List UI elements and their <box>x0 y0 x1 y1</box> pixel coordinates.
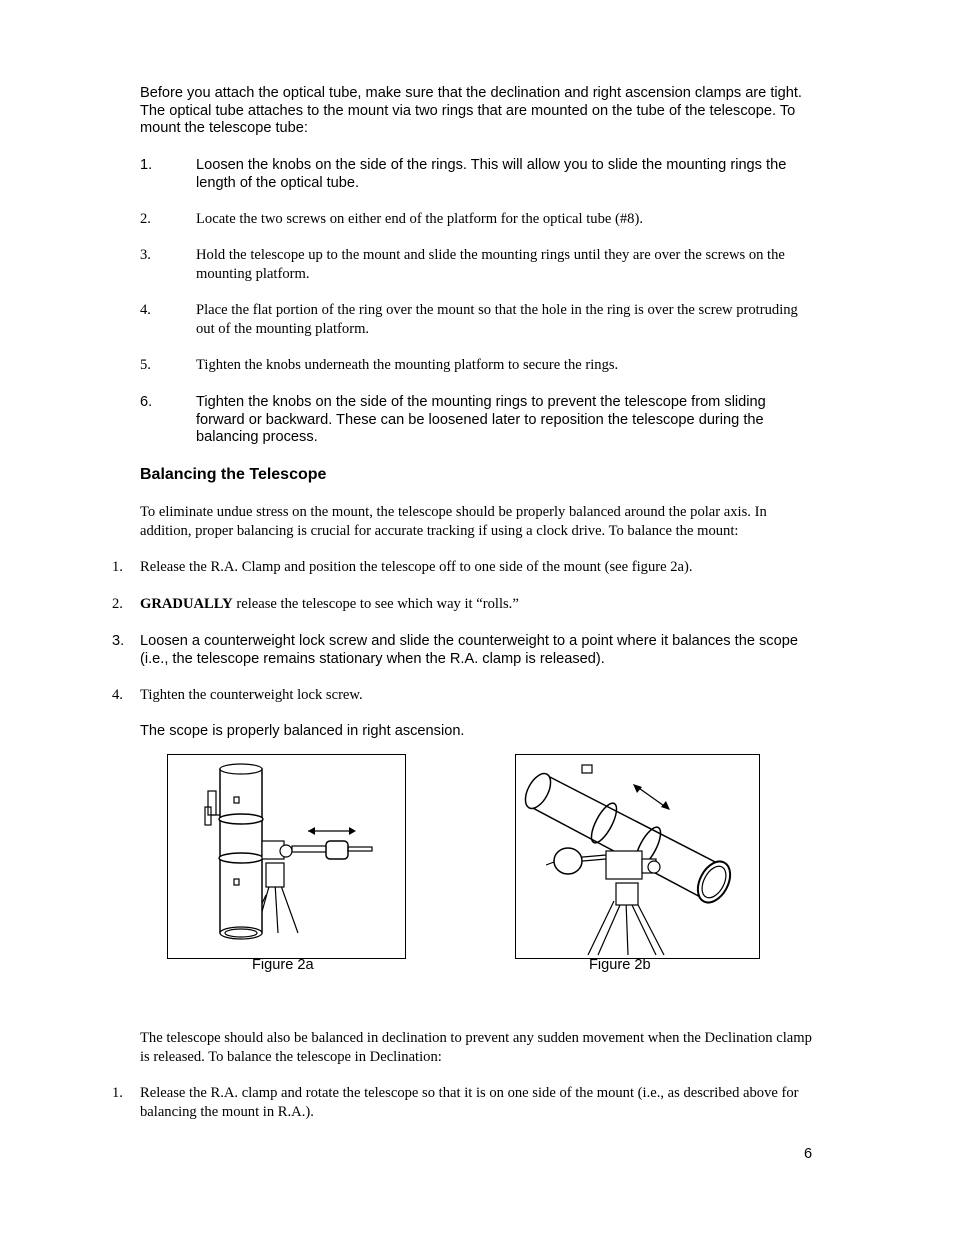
figure-2b <box>515 754 760 959</box>
page-number: 6 <box>804 1146 813 1162</box>
figure-2a-caption: Figure 2a <box>252 957 314 973</box>
mount-step-6-number: 6. <box>140 394 153 410</box>
balance-step-2-text <box>140 595 820 614</box>
balance-step-1-text: Release the R.A. Clamp and position the telescope off to one side of the mount (see figure 2a). <box>140 559 693 575</box>
declination-intro-paragraph: The telescope should also be balanced in declination to prevent any sudden movement when the Declination clamp is released. To balance the telescope in Declination: <box>140 1030 812 1065</box>
mount-step-6-text: Tighten the knobs on the side of the mounting rings to prevent the telescope from sliding forward or backward. These can be loosened later to reposition the telescope during the balancing process. <box>196 394 766 445</box>
mount-step-5-number: 5. <box>140 357 151 373</box>
mount-step-1-number: 1. <box>140 157 153 173</box>
section-heading: Balancing the Telescope <box>140 466 327 483</box>
mount-step-2-number: 2. <box>140 211 151 227</box>
mount-step-4-text: Place the flat portion of the ring over the mount so that the hole in the ring is over the screw protruding out of the mounting platform. <box>196 302 798 337</box>
balance-step-2-number: 2. <box>112 596 123 612</box>
balance-step-3-text: Loosen a counterweight lock screw and slide the counterweight to a point where it balances the scope (i.e., the telescope remains stationary when the R.A. clamp is released). <box>140 633 798 667</box>
mount-step-2-text: Locate the two screws on either end of the platform for the optical tube (#8). <box>196 211 643 227</box>
telescope-angled-view-illustration <box>516 755 759 958</box>
balance-step-2-rest: release the telescope to see which way it “rolls.” <box>232 596 519 612</box>
figure-2b-caption: Figure 2b <box>589 957 651 973</box>
mount-step-3-number: 3. <box>140 247 151 263</box>
mount-step-3-text: Hold the telescope up to the mount and slide the mounting rings until they are over the screws on the mounting platform. <box>196 247 785 282</box>
balance-step-4-number: 4. <box>112 687 123 703</box>
balance-intro-paragraph: To eliminate undue stress on the mount, the telescope should be properly balanced around the polar axis. In addition, proper balancing is crucial for accurate tracking if using a clock drive. To balance the mount: <box>140 504 767 539</box>
mount-step-4-number: 4. <box>140 302 151 318</box>
figure-2a <box>167 754 406 959</box>
telescope-side-view-illustration <box>168 755 405 958</box>
mount-step-5-text: Tighten the knobs underneath the mounting platform to secure the rings. <box>196 357 619 373</box>
balance-step-1-number: 1. <box>112 559 123 575</box>
decl-step-1-text: Release the R.A. clamp and rotate the telescope so that it is on one side of the mount (i.e., as described above for balancing the mount in R.A.). <box>140 1085 799 1120</box>
mount-step-1-text: Loosen the knobs on the side of the rings. This will allow you to slide the mounting rings the length of the optical tube. <box>196 157 787 191</box>
emphasis-word: GRADUALLY <box>140 596 233 612</box>
balance-step-3-number: 3. <box>112 633 125 649</box>
intro-paragraph: Before you attach the optical tube, make sure that the declination and right ascension clamps are tight. The optical tube attaches to the mount via two rings that are mounted on the tube of the telescope. To mount the telescope tube: <box>140 85 802 136</box>
decl-step-1-number: 1. <box>112 1085 123 1101</box>
balanced-note: The scope is properly balanced in right ascension. <box>140 723 465 739</box>
balance-step-4-text: Tighten the counterweight lock screw. <box>140 687 363 703</box>
